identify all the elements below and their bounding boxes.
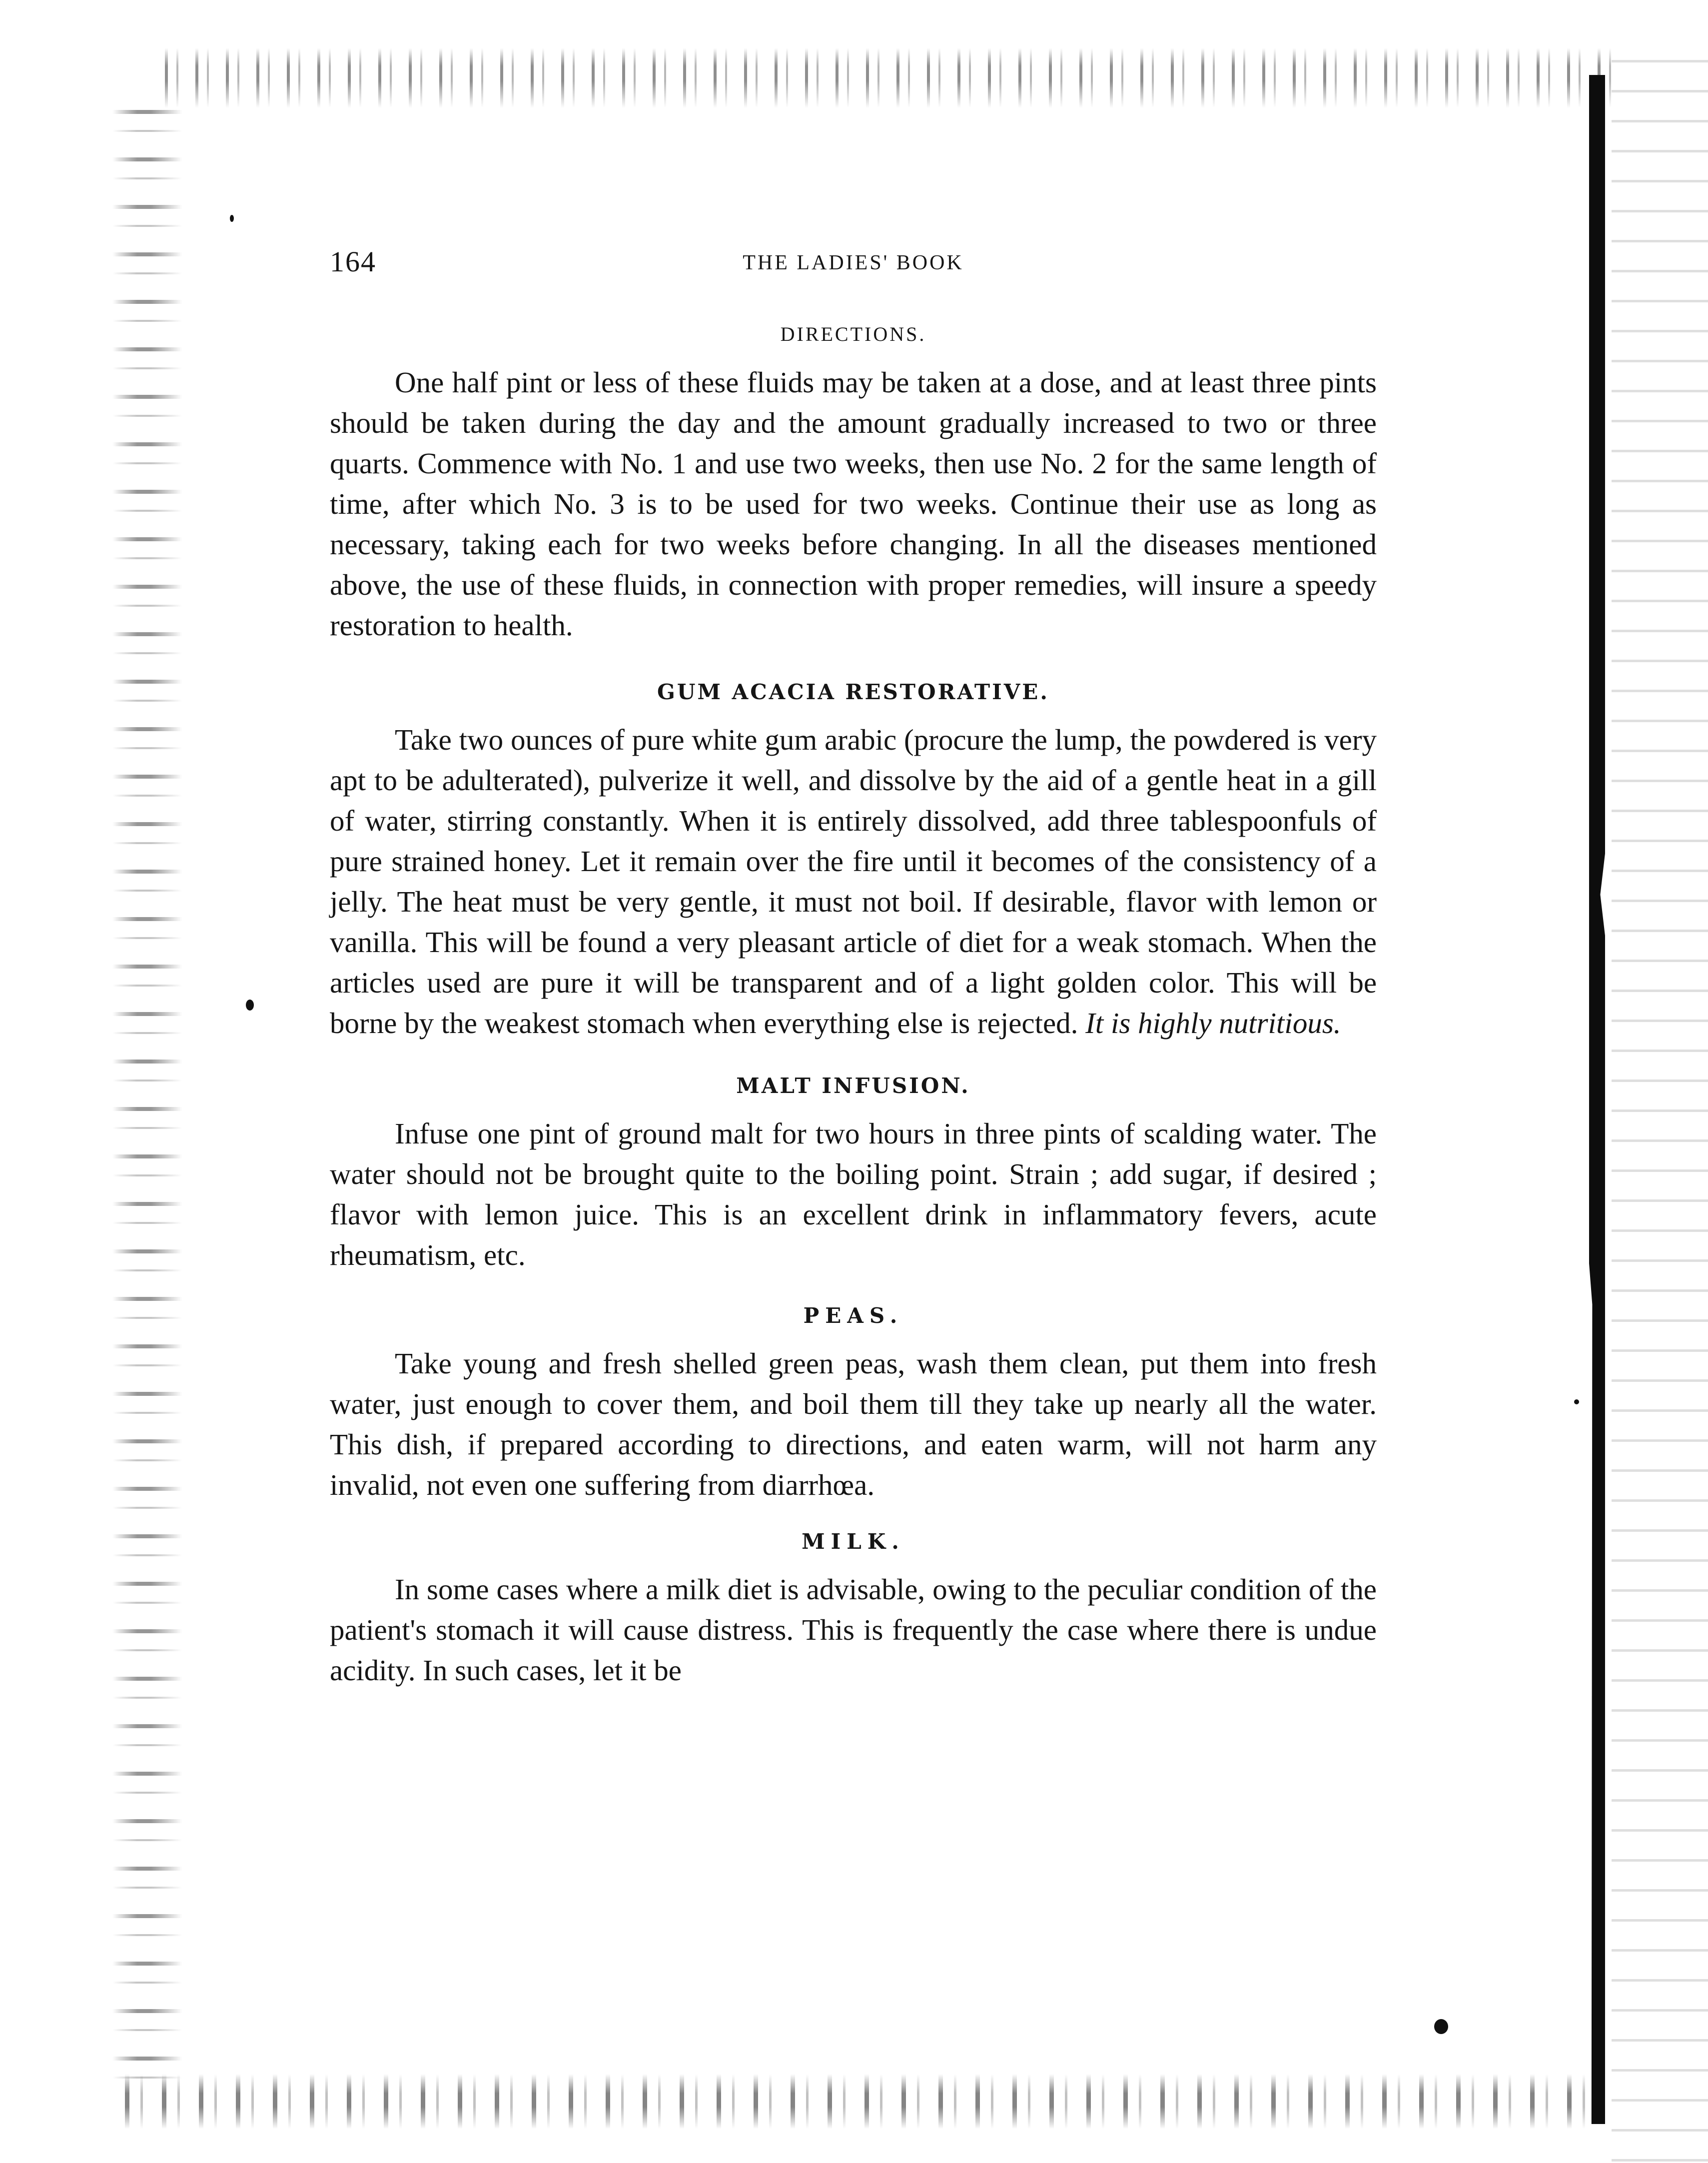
section-heading-directions: DIRECTIONS. [780, 323, 926, 345]
page-body [330, 317, 1377, 1691]
section-heading-peas: PEAS. [803, 1303, 903, 1328]
scan-noise-bottom-edge [125, 2074, 1599, 2129]
ink-speck [230, 215, 234, 222]
paragraph-gum-acacia-text: Take two ounces of pure white gum arabic (procure the lump, the powdered is very apt to be adulterated), pulverize it well, and dissolve by the aid of a gentle heat in a gill of water, stirring constantly. When it is entirely dissolved, add three tablespoonfuls of pure strained honey. Let it remain over the fire until it becomes of the consistency of a jelly. The heat must be very gentle, it must not boil. If desirable, flavor with lemon or vanilla. This will be found a very pleasant article of diet for a weak stomach. When the articles used are pure it will be transparent and of a light golden color. This will be borne by the weakest stomach when everything else is rejected. [330, 723, 1377, 1040]
scan-noise-right-edge [1612, 60, 1708, 2163]
paragraph-gum-acacia [330, 720, 1377, 1044]
running-head [330, 245, 1377, 285]
page-number: 164 [330, 245, 376, 278]
scan-noise-left-edge [112, 110, 182, 2084]
book-spine-shadow [1589, 75, 1605, 2124]
paragraph-milk: In some cases where a milk diet is advisable, owing to the peculiar condition of the patient's stomach it will cause distress. This is frequently the case where there is undue acidity. In such cases, let it be [330, 1573, 1377, 1687]
paragraph-peas: Take young and fresh shelled green peas, wash them clean, put them into fresh water, just enough to cover them, and boil them till they take up nearly all the water. This dish, if prepared according to directions, and eaten warm, will not harm any invalid, not even one suffering from diarrhœa. [330, 1347, 1377, 1501]
ink-speck [1574, 1399, 1579, 1404]
paragraph-malt-infusion: Infuse one pint of ground malt for two hours in three pints of scalding water. The water should not be brought quite to the boiling point. Strain ; add sugar, if desired ; flavor with lemon juice. This is an excellent drink in inflammatory fevers, acute rheumatism, etc. [330, 1117, 1377, 1271]
section-heading-milk: MILK. [802, 1529, 905, 1554]
emphasis-nutritious: It is highly nutritious. [1085, 1007, 1341, 1040]
ink-speck [1434, 2019, 1448, 2034]
section-heading-malt-infusion: MALT INFUSION. [736, 1074, 970, 1098]
scan-noise-top-edge [165, 48, 1614, 108]
section-heading-gum-acacia: GUM ACACIA RESTORATIVE. [657, 680, 1049, 704]
ink-speck [246, 1000, 254, 1011]
running-head-title: THE LADIES' BOOK [743, 251, 964, 274]
paragraph-directions: One half pint or less of these fluids may be taken at a dose, and at least three pints should be taken during the day and the amount gradually increased to two or three quarts. Commence with No. 1 and use two weeks, then use No. 2 for the same length of time, after which No. 3 is to be used for two weeks. Continue their use as long as necessary, taking each for two weeks before changing. In all the diseases mentioned above, the use of these fluids, in connection with proper remedies, will insure a speedy restoration to health. [330, 366, 1377, 642]
